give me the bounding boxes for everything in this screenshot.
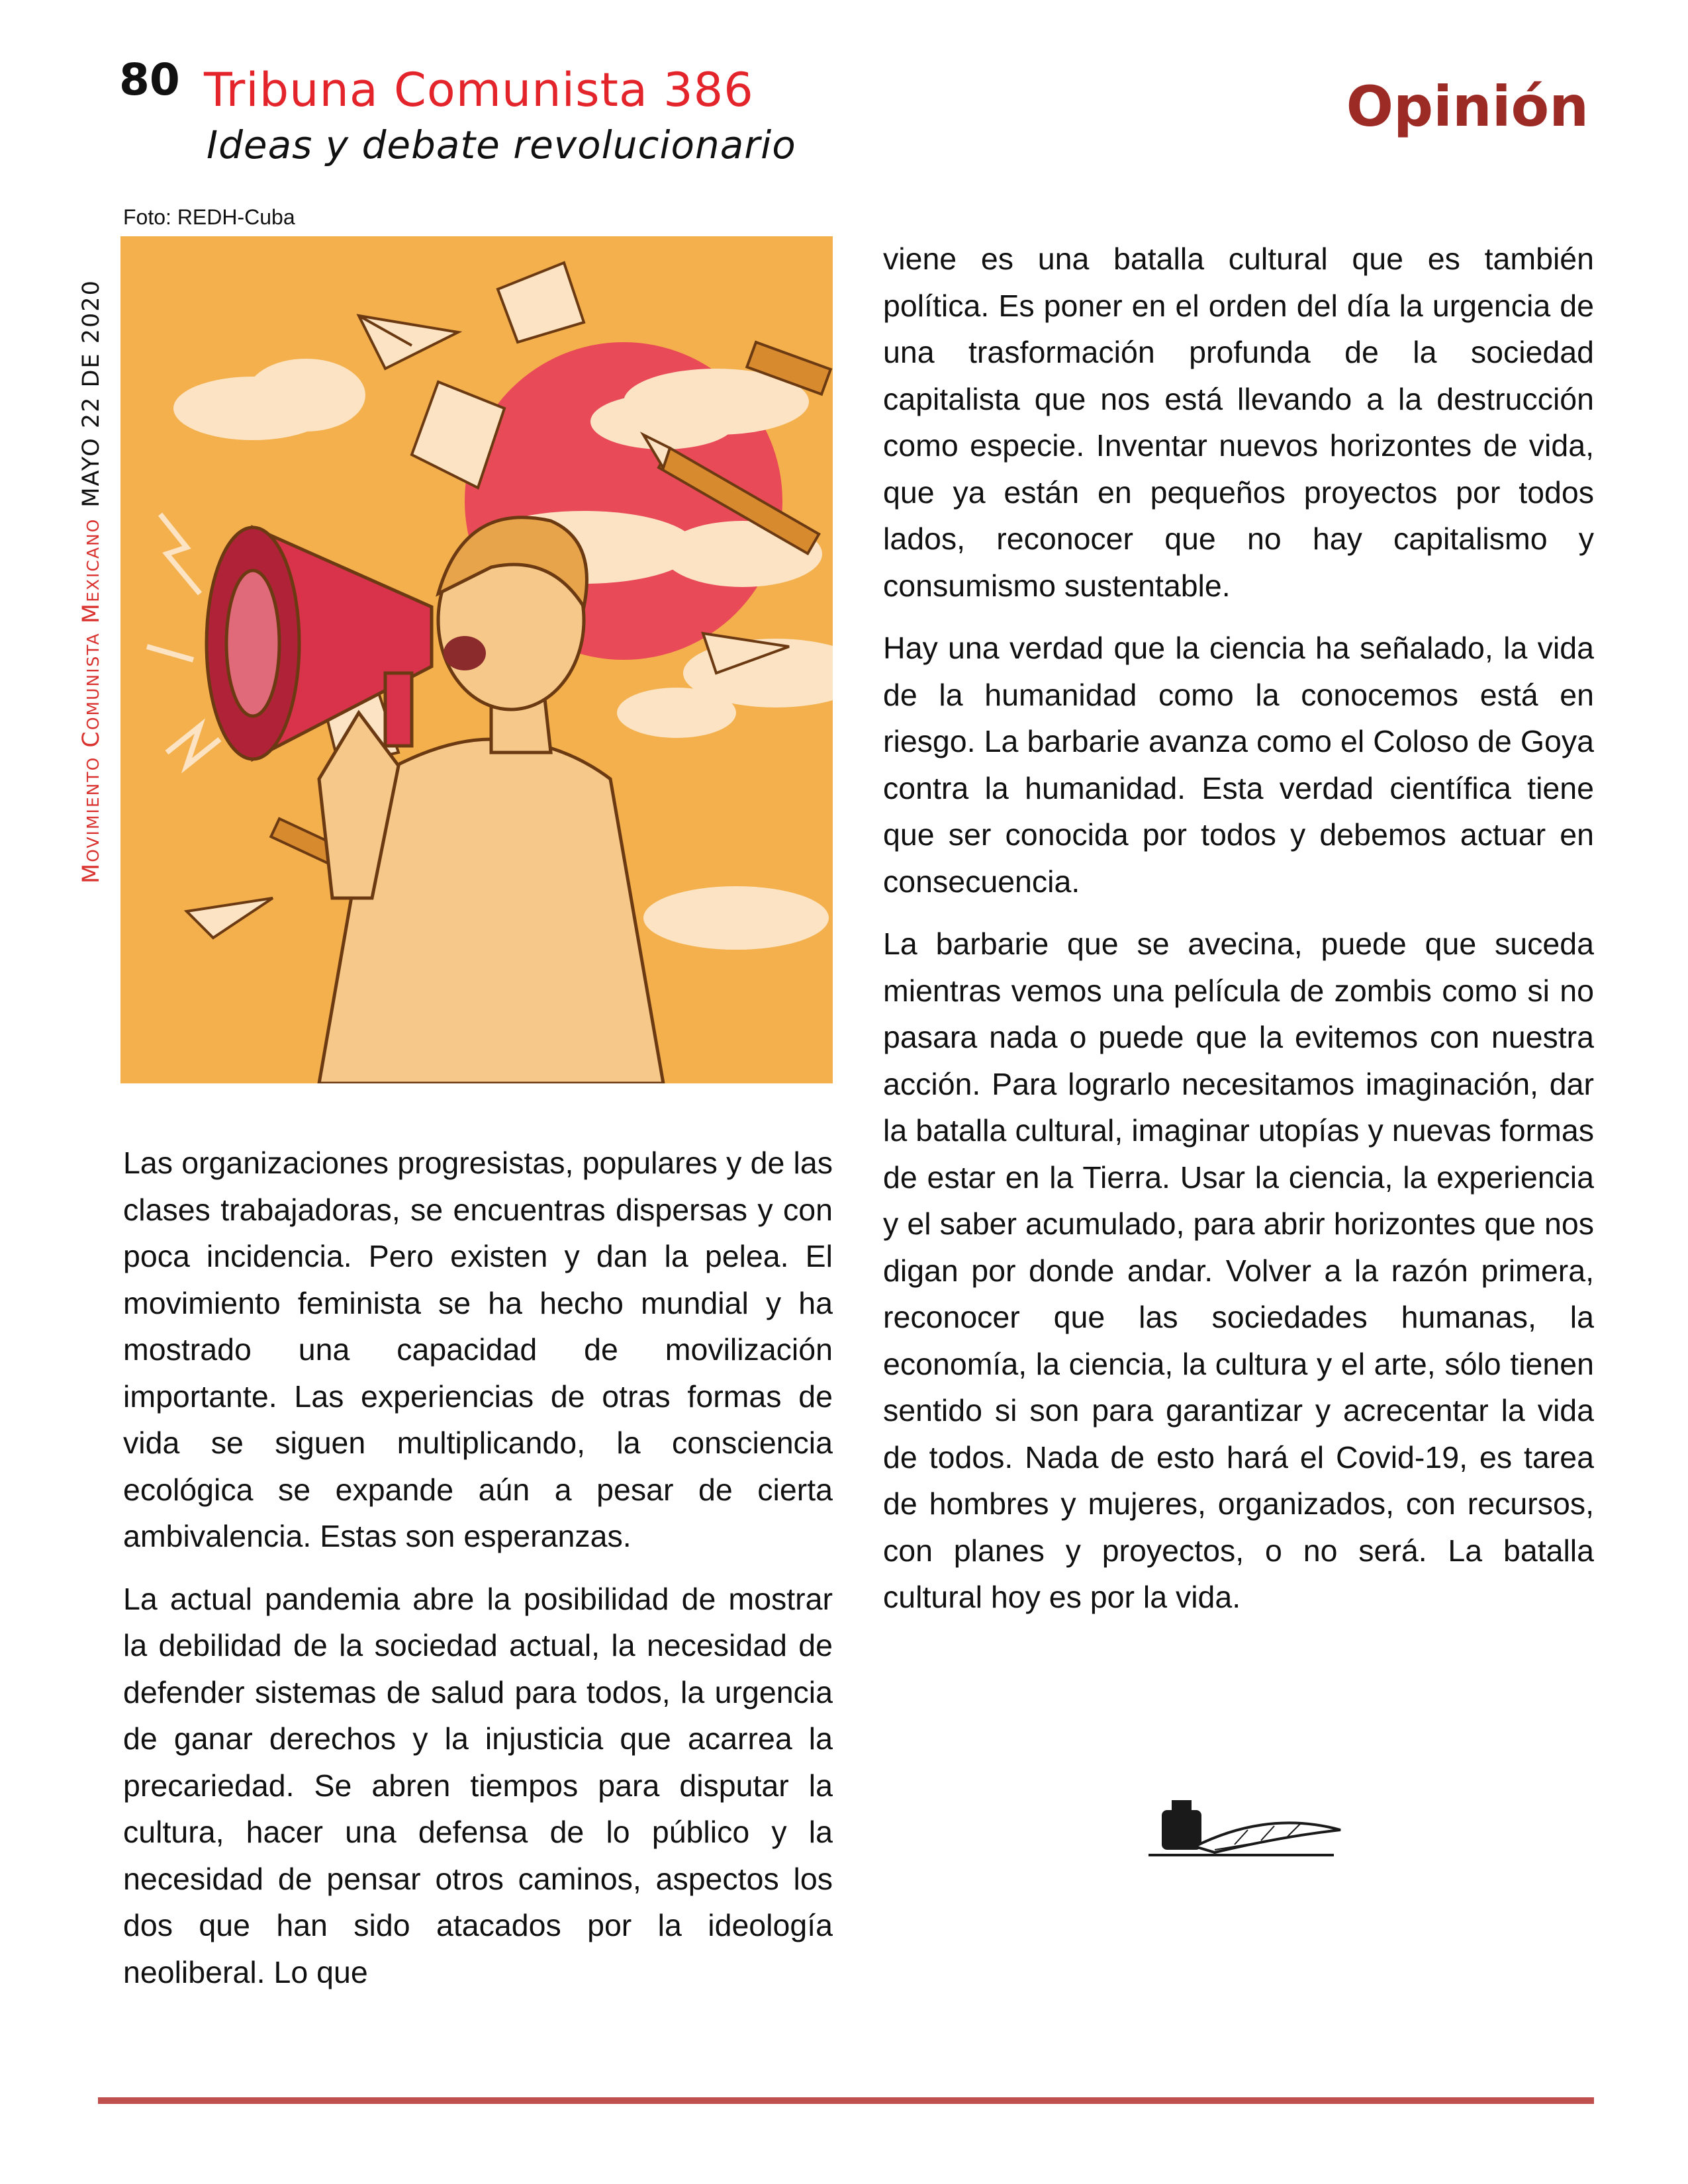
paragraph: Las organizaciones progresistas, populares y de las clases trabajadoras, se encuentras dispersas y con poca incidencia. Pero existen y dan la pelea. El movimiento feminista se ha hecho mundial y ha mostrado una capacidad de movilización importante. Las experiencias de otras formas de vida se siguen multiplicando, la consciencia ecológica se expande aún a pesar de cierta ambivalencia. Estas son esperanzas. xyxy=(123,1146,833,1553)
paragraph: La barbarie que se avecina, puede que suceda mientras vemos una película de zombis como si no pasara nada o puede que la evitemos con nuestra acción. Para lograrlo necesitamos imaginación, dar la batalla cultural, imaginar utopías y nuevas formas de estar en la Tierra. Usar la ciencia, la experiencia y el saber acumulado, para abrir horizontes que nos digan por donde andar. Volver a la razón primera, reconocer que las sociedades humanas, la economía, la ciencia, la cultura y el arte, sólo tienen sentido si son para garantizar y acrecentar la vida de todos. Nada de esto hará el Covid-19, es tarea de hombres y mujeres, organizados, con recursos, con planes y proyectos, o no será. La batalla cultural hoy es por la vida. xyxy=(883,927,1594,1614)
paragraph: Hay una verdad que la ciencia ha señalado, la vida de la humanidad como la conocemos está en riesgo. La barbarie avanza como el Coloso de Goya contra la humanidad. Esta verdad científica tiene que ser conocida por todos y debemos actuar en consecuencia. xyxy=(883,631,1594,899)
sidebar-organization: Movimiento Comunista Mexicano xyxy=(78,518,105,884)
vertical-sidebar xyxy=(78,279,105,884)
publication-subtitle: Ideas y debate revolucionario xyxy=(207,122,796,167)
photo-credit: Foto: REDH-Cuba xyxy=(123,205,295,229)
page-number: 80 xyxy=(119,54,180,105)
sidebar-date: MAYO 22 DE 2020 xyxy=(78,279,105,508)
section-heading: Opinión xyxy=(1346,74,1589,139)
paragraph: La actual pandemia abre la posibilidad de mostrar la debilidad de la sociedad actual, la necesidad de defender sistemas de salud para todos, la urgencia de ganar derechos y la injusticia que acarrea la precariedad. Se abren tiempos para disputar la cultura, hacer una defensa de lo público y la necesidad de pensar otros caminos, aspectos los dos que han sido atacados por la ideología neoliberal. Lo que xyxy=(123,1581,833,1989)
publication-title: Tribuna Comunista 386 xyxy=(204,63,754,117)
protest-illustration xyxy=(120,236,833,1083)
figure-mouth xyxy=(444,636,486,670)
article-column-left xyxy=(123,1140,833,2011)
inkwell-quill-icon xyxy=(1135,1784,1347,1863)
article-column-right xyxy=(883,236,1594,1637)
paragraph: viene es una batalla cultural que es también política. Es poner en el orden del día la urgencia de una trasformación profunda de la sociedad capitalista que nos está llevando a la destrucción como especie. Inventar nuevos horizontes de vida, que ya están en pequeños proyectos por todos lados, reconocer que no hay capitalismo y consumismo sustentable. xyxy=(883,242,1594,603)
footer-rule xyxy=(98,2097,1594,2104)
